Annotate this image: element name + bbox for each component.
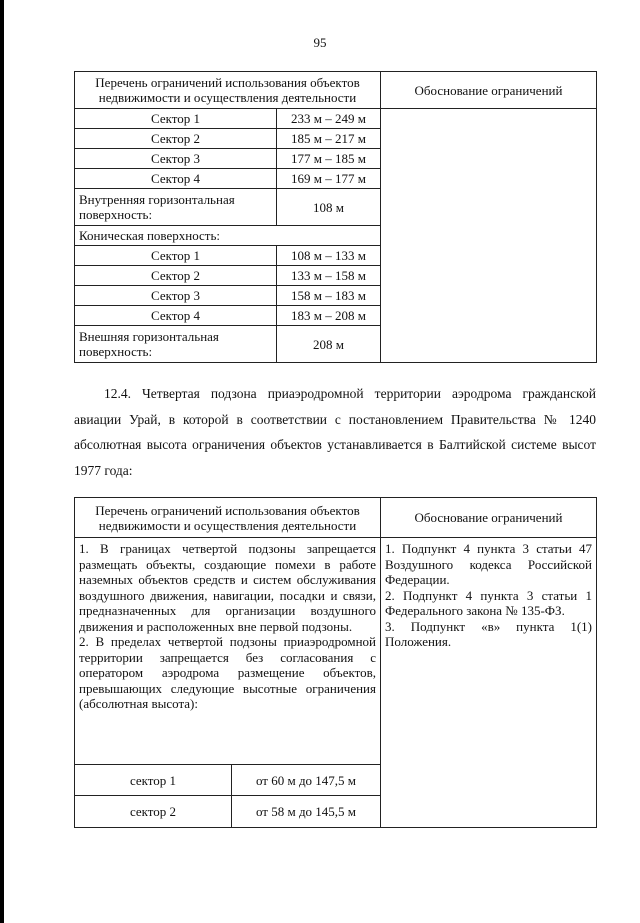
outer-surface-label: Внешняя горизонтальная поверхность: bbox=[75, 326, 277, 363]
header-line: Перечень ограничений использования объектов bbox=[95, 502, 360, 518]
sector-value: 185 м – 217 м bbox=[277, 129, 381, 149]
sector-name: сектор 2 bbox=[75, 796, 232, 828]
restriction-2: 2. В пределах четвертой подзоны приаэродромной территории запрещается без согласования с оператором аэродрома размещение объектов, превышающих следующие высотные ограничения (абсолютная высота): bbox=[79, 634, 376, 711]
sector-value: 108 м – 133 м bbox=[277, 246, 381, 266]
justification-cell bbox=[381, 538, 597, 828]
table-row bbox=[75, 538, 597, 765]
sector-value: 158 м – 183 м bbox=[277, 286, 381, 306]
conical-surface-label: Коническая поверхность: bbox=[75, 226, 381, 246]
table1-justification-cell bbox=[381, 109, 597, 363]
header-line: Перечень ограничений использования объектов bbox=[95, 75, 360, 90]
table1-header-justification: Обоснование ограничений bbox=[381, 72, 597, 109]
sector-name: Сектор 3 bbox=[75, 286, 277, 306]
sector-value: от 60 м до 147,5 м bbox=[232, 765, 381, 796]
section-paragraph bbox=[74, 381, 596, 483]
header-line: недвижимости и осуществления деятельности bbox=[98, 90, 357, 105]
restriction-1: 1. В границах четвертой подзоны запрещается размещать объекты, создающие помехи в работе наземных объектов средств и систем обслуживания воздушного движения, навигации, посадки и связи, предназначенных для организации воздушного движения и расположенных вне первой подзоны. bbox=[79, 541, 376, 634]
table2-header-restrictions bbox=[75, 498, 381, 538]
sector-name: Сектор 1 bbox=[75, 109, 277, 129]
page-number: 95 bbox=[313, 35, 327, 50]
table2-header-justification: Обоснование ограничений bbox=[381, 498, 597, 538]
inner-surface-label: Внутренняя горизонтальная поверхность: bbox=[75, 189, 277, 226]
table-row bbox=[75, 109, 597, 129]
justification-2: 2. Подпункт 4 пункта 3 статьи 1 Федерального закона № 135-ФЗ. bbox=[385, 587, 592, 618]
sector-name: Сектор 2 bbox=[75, 266, 277, 286]
sector-value: 169 м – 177 м bbox=[277, 169, 381, 189]
outer-surface-value: 208 м bbox=[277, 326, 381, 363]
sector-name: Сектор 2 bbox=[75, 129, 277, 149]
sector-name: Сектор 4 bbox=[75, 169, 277, 189]
sector-value: 233 м – 249 м bbox=[277, 109, 381, 129]
table1-header-restrictions bbox=[75, 72, 381, 109]
restrictions-cell bbox=[75, 538, 381, 765]
header-line: недвижимости и осуществления деятельности bbox=[98, 517, 357, 533]
paragraph-text: 12.4. Четвертая подзона приаэродромной территории аэродрома гражданской авиации Урай, в которой в соответствии с постановлением Правительства № 1240 абсолютная высота ограничения объектов устанавливается в Балтийской системе высот 1977 года: bbox=[74, 386, 596, 478]
sector-value: 133 м – 158 м bbox=[277, 266, 381, 286]
table1-header-row bbox=[75, 72, 597, 109]
justification-3: 3. Подпункт «в» пункта 1(1) Положения. bbox=[385, 618, 592, 649]
sector-value: от 58 м до 145,5 м bbox=[232, 796, 381, 828]
table2-header-row bbox=[75, 498, 597, 538]
justification-1: 1. Подпункт 4 пункта 3 статьи 47 Воздушного кодекса Российской Федерации. bbox=[385, 541, 592, 587]
sector-name: сектор 1 bbox=[75, 765, 232, 796]
restrictions-table-1 bbox=[74, 71, 597, 363]
sector-name: Сектор 3 bbox=[75, 149, 277, 169]
sector-name: Сектор 1 bbox=[75, 246, 277, 266]
sector-value: 177 м – 185 м bbox=[277, 149, 381, 169]
inner-surface-value: 108 м bbox=[277, 189, 381, 226]
sector-name: Сектор 4 bbox=[75, 306, 277, 326]
sector-value: 183 м – 208 м bbox=[277, 306, 381, 326]
restrictions-table-2 bbox=[74, 497, 597, 828]
scan-edge bbox=[0, 0, 4, 923]
